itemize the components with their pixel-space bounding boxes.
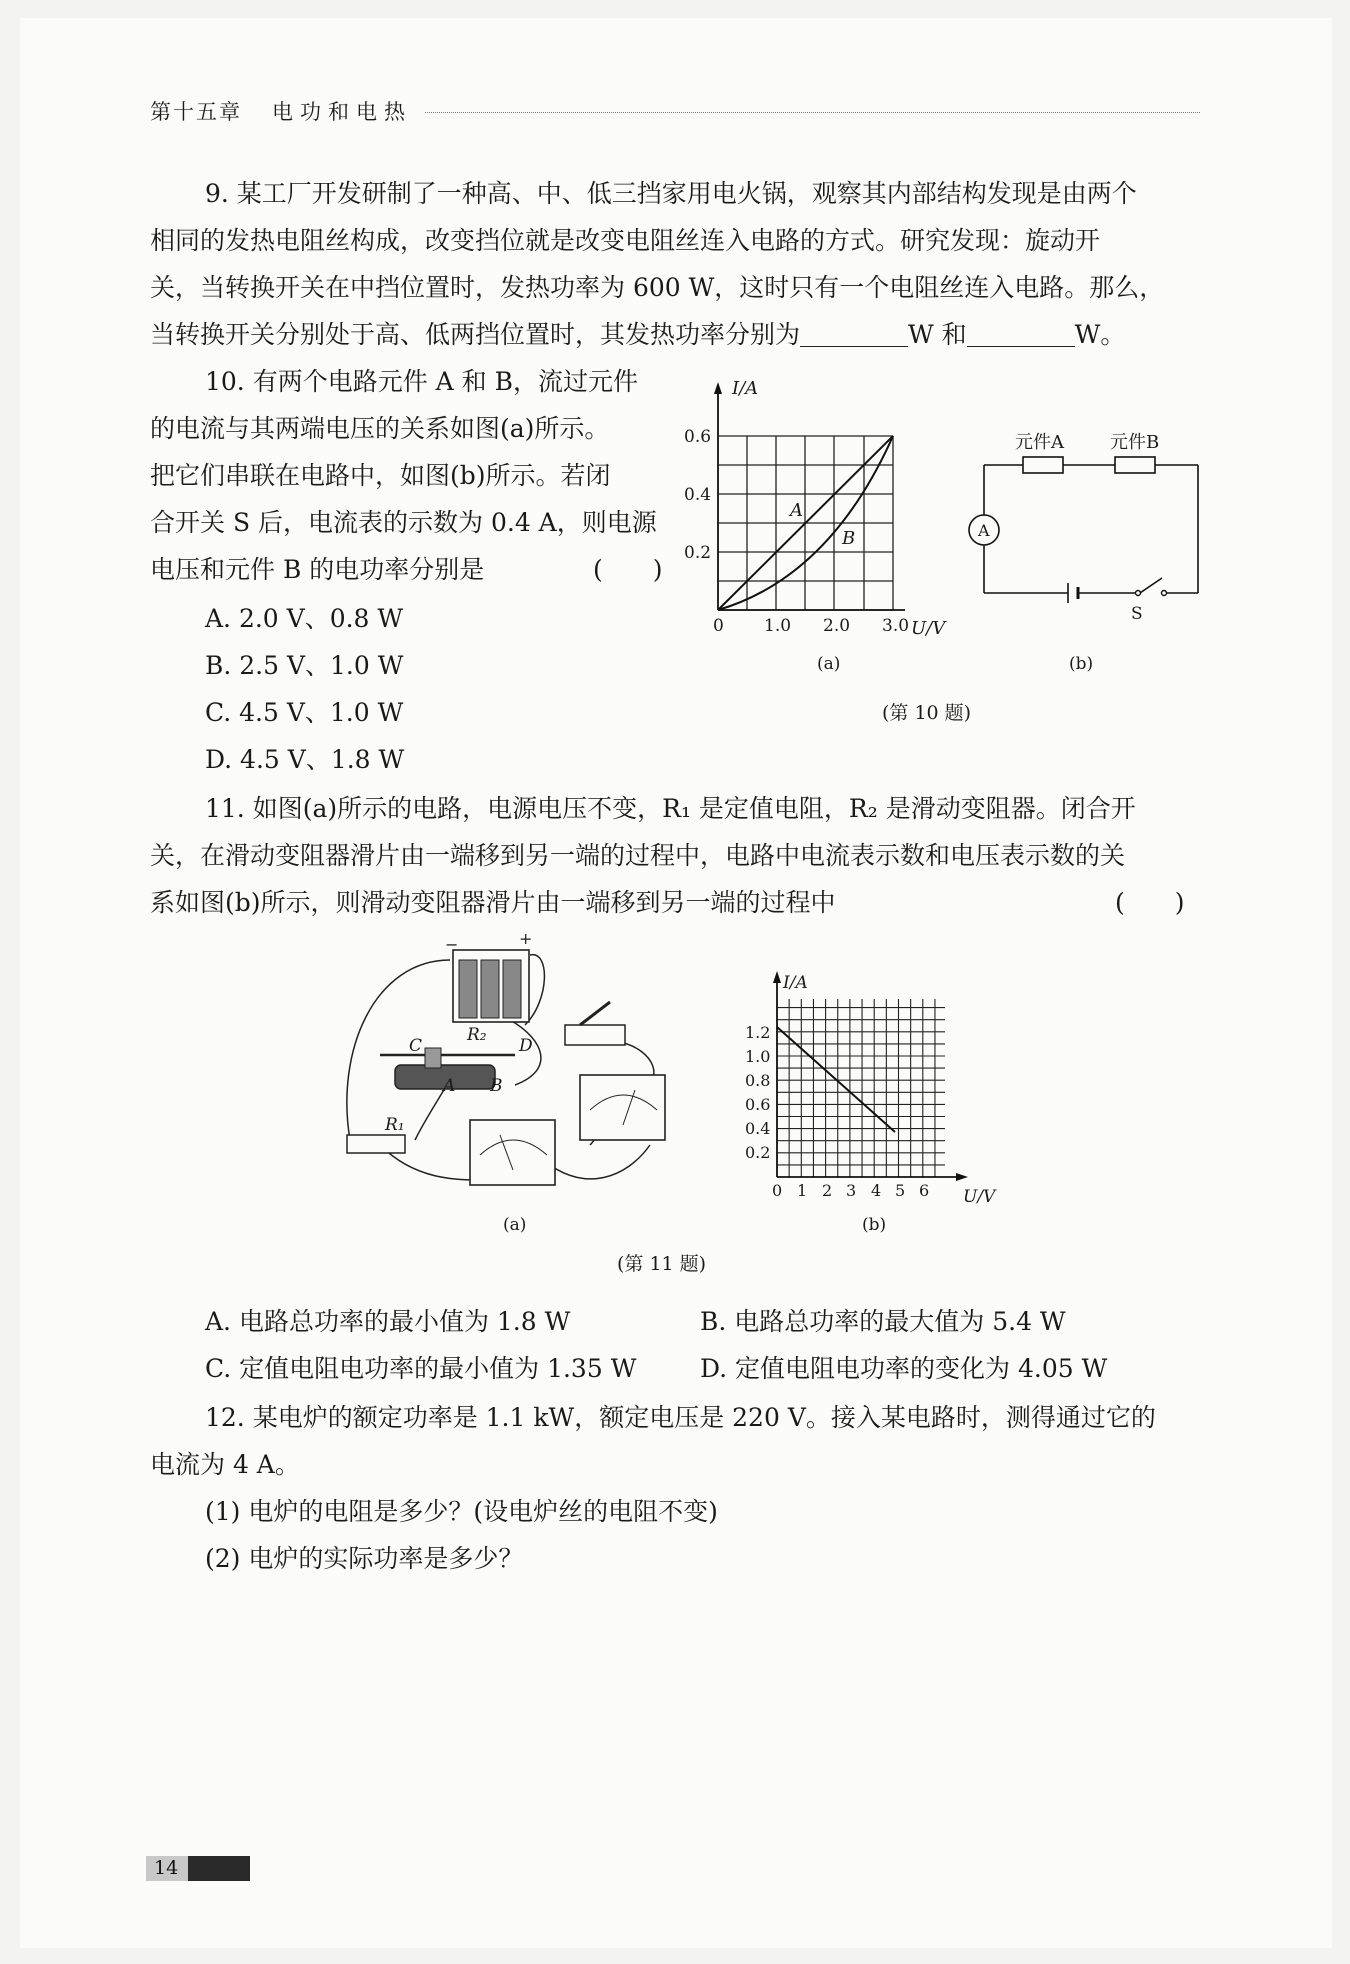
q12-subquestion-1: (1) 电炉的电阻是多少？(设电炉丝的电阻不变) (205, 1497, 718, 1526)
figure-label: (b) (1069, 654, 1094, 674)
x-arrow-icon (956, 1173, 968, 1181)
q10-line: 把它们串联在电路中，如图(b)所示。若闭 (150, 461, 611, 490)
q10-option-b[interactable]: B. 2.5 V、1.0 W (205, 651, 404, 680)
terminal-d-label: D (519, 1036, 533, 1056)
figure-label: (a) (817, 654, 841, 672)
q9-line: 9. 某工厂开发研制了一种高、中、低三挡家用电火锅，观察其内部结构发现是由两个 (205, 179, 1137, 208)
x-axis-label: U/V (911, 618, 946, 639)
q11-line: 11. 如图(a)所示的电路，电源电压不变，R₁ 是定值电阻，R₂ 是滑动变阻器。闭合开 (205, 794, 1136, 823)
y-arrow-icon (773, 971, 781, 983)
figure-label: (b) (862, 1215, 887, 1235)
rheostat-label: R₂ (467, 1025, 487, 1045)
q9-line: 关，当转换开关在中挡位置时，发热功率为 600 W，这时只有一个电阻丝连入电路。那么， (150, 273, 1165, 302)
q11-apparatus-drawing (335, 930, 705, 1240)
x-tick: 0 (772, 1181, 783, 1200)
switch-icon (565, 1002, 625, 1045)
page-number: 14 (154, 1857, 179, 1879)
minus-terminal-label: − (445, 935, 459, 954)
q11-option-c[interactable]: C. 定值电阻电功率的最小值为 1.35 W (205, 1354, 637, 1383)
voltmeter-icon (580, 1075, 665, 1140)
y-tick: 0.2 (684, 543, 712, 563)
q11-option-d[interactable]: D. 定值电阻电功率的变化为 4.05 W (700, 1354, 1108, 1383)
x-tick: 1 (797, 1181, 808, 1200)
y-tick: 0.6 (745, 1095, 771, 1114)
q10-option-d[interactable]: D. 4.5 V、1.8 W (205, 745, 405, 774)
y-axis-label: I/A (783, 973, 808, 993)
switch-icon (1136, 591, 1141, 596)
switch-label: S (1131, 604, 1143, 624)
q10-line: 合开关 S 后，电流表的示数为 0.4 A，则电源 (150, 508, 657, 537)
x-tick: 5 (895, 1181, 906, 1200)
element-b-resistor (1115, 457, 1155, 473)
grid (777, 999, 945, 1177)
chapter-number: 第十五章 (150, 100, 242, 124)
q12-subquestion-2: (2) 电炉的实际功率是多少？ (205, 1544, 524, 1573)
q10-circuit-diagram (960, 420, 1220, 680)
header-rule (425, 112, 1200, 113)
answer-blank-low[interactable] (967, 318, 1075, 347)
q12-line: 电流为 4 A。 (150, 1450, 300, 1479)
q10-line: 电压和元件 B 的电功率分别是 (150, 555, 485, 584)
q11-line: 系如图(b)所示，则滑动变阻器滑片由一端移到另一端的过程中 (150, 888, 836, 917)
curve-a-label: A (790, 500, 803, 521)
ammeter-label: A (978, 521, 990, 540)
x-axis-label: U/V (963, 1187, 996, 1207)
q11-line: 关，在滑动变阻器滑片由一端移到另一端的过程中，电路中电流表示数和电压表示数的关 (150, 841, 1126, 870)
element-b-label: 元件B (1110, 432, 1160, 453)
q9-line: 相同的发热电阻丝构成，改变挡位就是改变电阻丝连入电路的方式。研究发现：旋动开 (150, 226, 1101, 255)
q12-line: 12. 某电炉的额定功率是 1.1 kW，额定电压是 220 V。接入某电路时，测得通过它的 (205, 1403, 1156, 1432)
q10-option-a[interactable]: A. 2.0 V、0.8 W (205, 604, 404, 633)
y-tick: 0.2 (745, 1143, 771, 1162)
terminal-a-label: A (443, 1076, 456, 1096)
q9-unit: W 和 (908, 320, 967, 349)
switch-icon (1162, 591, 1167, 596)
x-tick: 3 (846, 1181, 857, 1200)
x-tick: 4 (871, 1181, 882, 1200)
terminal-b-label: B (490, 1076, 503, 1096)
terminal-c-label: C (409, 1036, 423, 1056)
q11-answer-paren[interactable]: ( ) (1115, 888, 1185, 917)
q11-option-b[interactable]: B. 电路总功率的最大值为 5.4 W (700, 1307, 1066, 1336)
q10-line: 的电流与其两端电压的关系如图(a)所示。 (150, 414, 610, 443)
q11-option-a[interactable]: A. 电路总功率的最小值为 1.8 W (205, 1307, 571, 1336)
x-tick: 2 (822, 1181, 833, 1200)
q10-figure-caption: (第 10 题) (882, 702, 972, 724)
y-tick: 0.8 (745, 1071, 771, 1090)
figure-label: (a) (503, 1215, 527, 1235)
curve-b-label: B (842, 528, 856, 549)
x-tick: 6 (919, 1181, 930, 1200)
ammeter-icon (470, 1120, 555, 1185)
q9-line-4 (150, 311, 1125, 358)
q9-unit: W。 (1074, 320, 1126, 349)
y-tick: 0.4 (684, 485, 712, 505)
circuit-wires (984, 465, 1198, 593)
q10-line: 10. 有两个电路元件 A 和 B，流过元件 (205, 367, 638, 396)
y-tick: 1.2 (745, 1023, 771, 1042)
element-a-label: 元件A (1015, 432, 1064, 453)
q10-answer-paren[interactable]: ( ) (593, 555, 663, 584)
page-number-tab (146, 1856, 250, 1881)
q11-iu-graph (745, 968, 1010, 1238)
answer-blank-high[interactable] (800, 318, 908, 347)
q9-line-text: 当转换开关分别处于高、低两挡位置时，其发热功率分别为 (150, 320, 801, 349)
plus-terminal-label: + (519, 930, 533, 948)
q11-figure-caption: (第 11 题) (617, 1253, 707, 1275)
y-arrow-icon (714, 382, 722, 394)
x-tick: 3.0 (882, 616, 910, 636)
y-tick: 0.6 (684, 427, 712, 447)
y-axis-label: I/A (732, 378, 759, 399)
resistor-label: R₁ (385, 1115, 405, 1135)
y-tick: 0.4 (745, 1119, 771, 1138)
battery-pack-icon (453, 950, 529, 1022)
element-a-resistor (1023, 457, 1063, 473)
q10-option-c[interactable]: C. 4.5 V、1.0 W (205, 698, 404, 727)
x-tick: 0 (713, 616, 724, 636)
fixed-resistor-icon (347, 1135, 405, 1153)
x-tick: 2.0 (823, 616, 851, 636)
x-tick: 1.0 (764, 616, 792, 636)
chapter-header (150, 96, 1200, 126)
y-tick: 1.0 (745, 1047, 771, 1066)
chapter-title: 电功和电热 (272, 100, 412, 124)
q10-iu-graph (680, 372, 980, 672)
